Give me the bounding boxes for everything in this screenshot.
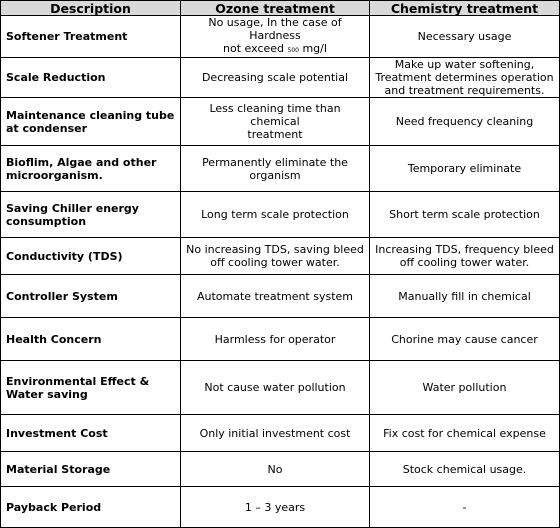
row-chemistry: Chorine may cause cancer [370,318,560,361]
row-description: Saving Chiller energy consumption [1,192,181,238]
row-description: Investment Cost [1,415,181,452]
header-chemistry: Chemistry treatment [370,1,560,16]
row-chemistry: Need frequency cleaning [370,98,560,146]
row-chemistry: Fix cost for chemical expense [370,415,560,452]
row-chemistry: Make up water softening, Treatment determines operation and treatment requirements. [370,58,560,98]
row-ozone: Automate treatment system [181,275,370,318]
table-row-energy [1,192,560,238]
row-ozone: No increasing TDS, saving bleed off cooling tower water. [181,238,370,275]
table-row-health [1,318,560,361]
row-ozone: No [181,452,370,487]
row-description: Conductivity (TDS) [1,238,181,275]
table-row-maintenance [1,98,560,146]
row-ozone: No usage, In the case of Hardness not exceed 500 mg/l [181,16,370,58]
row-description: Material Storage [1,452,181,487]
header-description: Description [1,1,181,16]
row-chemistry: Short term scale protection [370,192,560,238]
table-header [1,1,560,16]
row-ozone: Harmless for operator [181,318,370,361]
table-row-biofilm [1,146,560,192]
row-ozone: Only initial investment cost [181,415,370,452]
table-row-conductivity [1,238,560,275]
table-row-scale-reduction [1,58,560,98]
row-ozone: Long term scale protection [181,192,370,238]
row-chemistry: - [370,487,560,528]
row-ozone: Less cleaning time than chemical treatment [181,98,370,146]
table-row-controller [1,275,560,318]
table-row-storage [1,452,560,487]
row-description: Maintenance cleaning tube at condenser [1,98,181,146]
table-row-investment [1,415,560,452]
row-chemistry: Manually fill in chemical [370,275,560,318]
row-ozone: Permanently eliminate the organism [181,146,370,192]
row-description: Controller System [1,275,181,318]
row-chemistry: Water pollution [370,361,560,415]
table-row-environment [1,361,560,415]
row-description: Environmental Effect & Water saving [1,361,181,415]
table-row-payback [1,487,560,528]
row-ozone: Not cause water pollution [181,361,370,415]
row-ozone: 1 – 3 years [181,487,370,528]
header-row [1,1,560,16]
header-ozone: Ozone treatment [181,1,370,16]
row-chemistry: Temporary eliminate [370,146,560,192]
row-ozone: Decreasing scale potential [181,58,370,98]
row-chemistry: Necessary usage [370,16,560,58]
row-description: Payback Period [1,487,181,528]
row-chemistry: Stock chemical usage. [370,452,560,487]
row-description: Scale Reduction [1,58,181,98]
row-description: Bioflim, Algae and other microorganism. [1,146,181,192]
row-description: Softener Treatment [1,16,181,58]
row-chemistry: Increasing TDS, frequency bleed off cooling tower water. [370,238,560,275]
hardness-limit-value: 500 [287,47,299,54]
table-row-softener [1,16,560,58]
row-description: Health Concern [1,318,181,361]
